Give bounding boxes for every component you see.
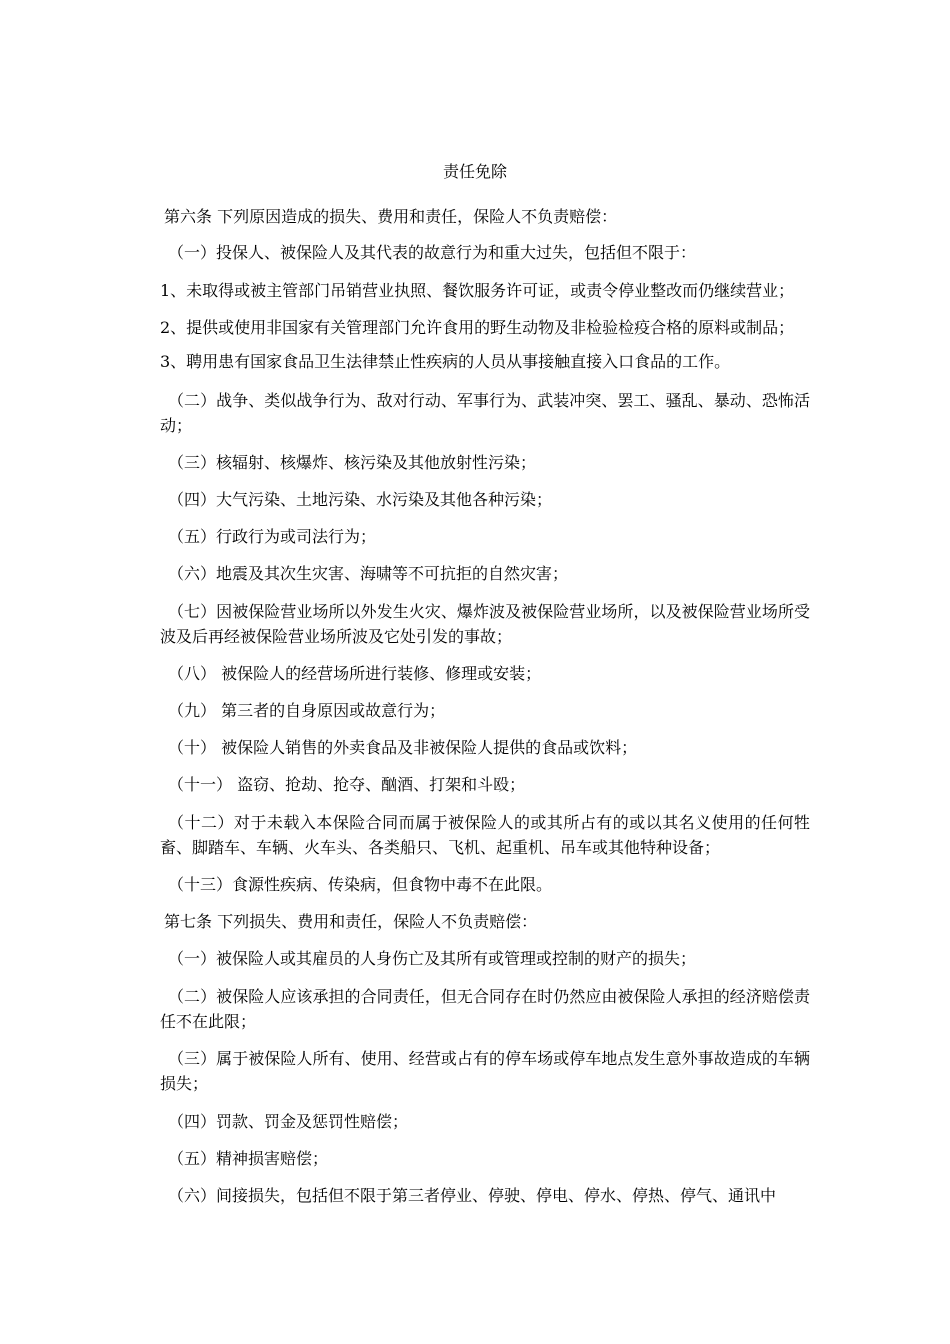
article-6-heading: 第六条 下列原因造成的损失、费用和责任，保险人不负责赔偿： xyxy=(164,207,618,226)
article-6-item-4: （四）大气污染、土地污染、水污染及其他各种污染； xyxy=(168,490,553,509)
article-6-item-5: （五）行政行为或司法行为； xyxy=(168,527,377,546)
article-6-item-2: （二）战争、类似战争行为、敌对行动、军事行为、武装冲突、罢工、骚乱、暴动、恐怖活动； xyxy=(160,391,810,435)
article-7-heading: 第七条 下列损失、费用和责任，保险人不负责赔偿： xyxy=(164,912,538,931)
article-7-item-3: （三）属于被保险人所有、使用、经营或占有的停车场或停车地点发生意外事故造成的车辆损失； xyxy=(160,1049,810,1093)
article-6-sub-2: 2、提供或使用非国家有关管理部门允许食用的野生动物及非检验检疫合格的原料或制品； xyxy=(160,318,795,337)
section-title: 责任免除 xyxy=(442,162,507,181)
article-6-item-11: （十一） 盗窃、抢劫、抢夺、酗酒、打架和斗殴； xyxy=(168,775,526,794)
article-7-item-2: （二）被保险人应该承担的合同责任，但无合同存在时仍然应由被保险人承担的经济赔偿责任不在此限； xyxy=(160,987,810,1031)
article-6-item-13: （十三）食源性疾病、传染病，但食物中毒不在此限。 xyxy=(168,875,553,894)
article-7-item-1: （一）被保险人或其雇员的人身伤亡及其所有或管理或控制的财产的损失； xyxy=(168,949,697,968)
article-6-item-12: （十二）对于未载入本保险合同而属于被保险人的或其所占有的或以其名义使用的任何牲畜、脚踏车、车辆、火车头、各类船只、飞机、起重机、吊车或其他特种设备； xyxy=(160,813,810,857)
article-6-item-6: （六）地震及其次生灾害、海啸等不可抗拒的自然灾害； xyxy=(168,564,569,583)
article-6-item-10: （十） 被保险人销售的外卖食品及非被保险人提供的食品或饮料； xyxy=(168,738,638,757)
article-7-item-6: （六）间接损失，包括但不限于第三者停业、停驶、停电、停水、停热、停气、通讯中 xyxy=(168,1186,777,1205)
article-6-sub-3: 3、聘用患有国家食品卫生法律禁止性疾病的人员从事接触直接入口食品的工作。 xyxy=(160,352,731,371)
article-6-item-8: （八） 被保险人的经营场所进行装修、修理或安装； xyxy=(168,664,542,683)
article-6-item-3: （三）核辐射、核爆炸、核污染及其他放射性污染； xyxy=(168,453,537,472)
article-7-item-5: （五）精神损害赔偿； xyxy=(168,1149,329,1168)
article-6-item-7: （七）因被保险营业场所以外发生火灾、爆炸波及被保险营业场所，以及被保险营业场所受波及后再经被保险营业场所波及它处引发的事故； xyxy=(160,602,810,646)
article-7-item-4: （四）罚款、罚金及惩罚性赔偿； xyxy=(168,1112,409,1131)
article-6-sub-1: 1、未取得或被主管部门吊销营业执照、餐饮服务许可证，或责令停业整改而仍继续营业； xyxy=(160,281,795,300)
article-6-item-1: （一）投保人、被保险人及其代表的故意行为和重大过失，包括但不限于： xyxy=(168,243,697,262)
article-6-item-9: （九） 第三者的自身原因或故意行为； xyxy=(168,701,446,720)
